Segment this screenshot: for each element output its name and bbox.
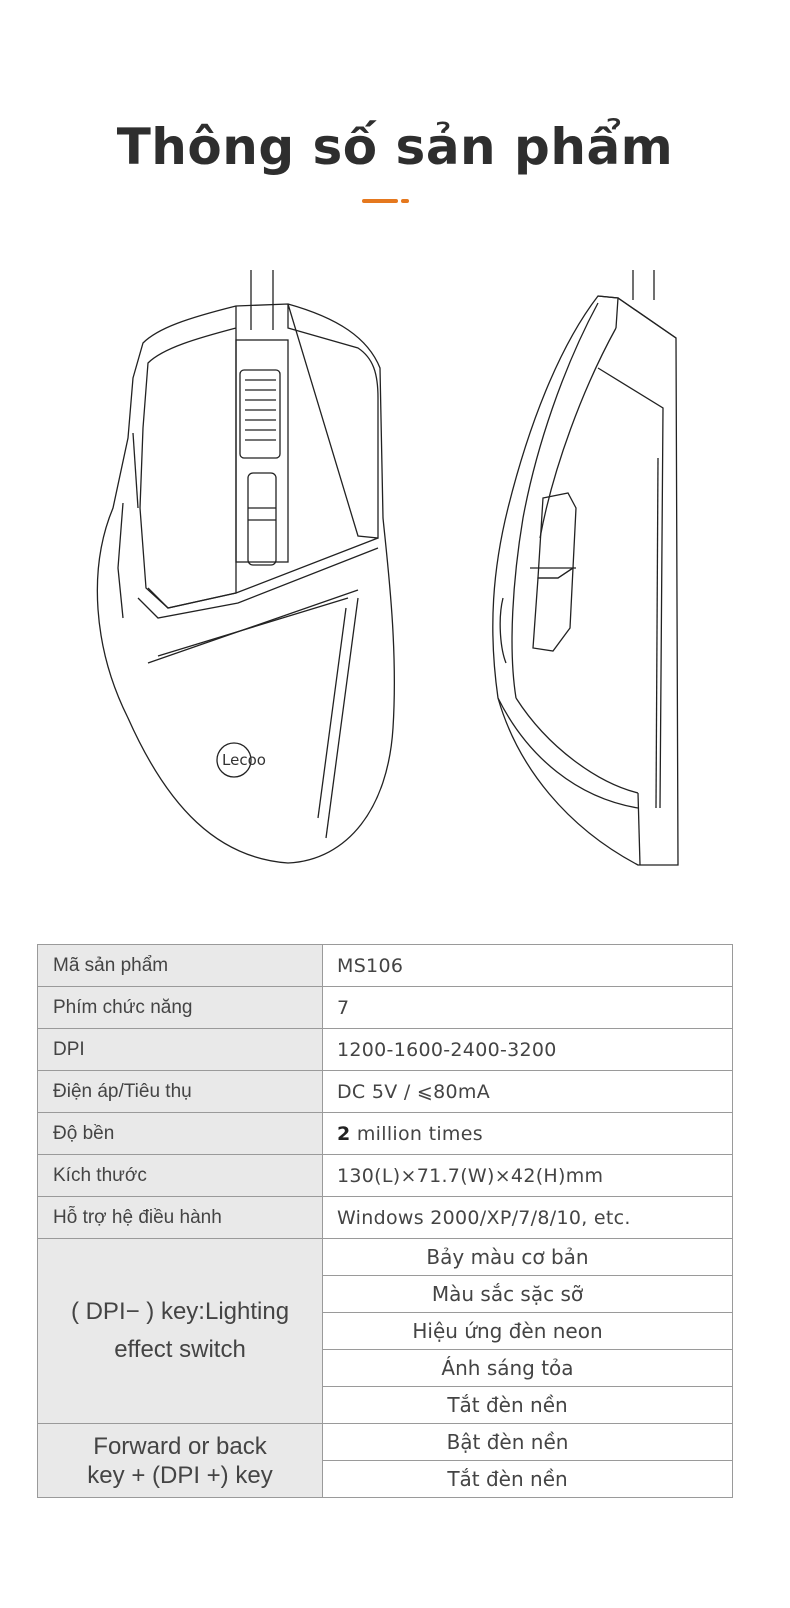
table-row [38,1197,733,1239]
lighting-effect: Tắt đèn nền [323,1387,733,1424]
spec-label: DPI [38,1029,323,1071]
spec-label: Kích thước [38,1155,323,1197]
table-row [38,1424,733,1461]
table-row [38,987,733,1029]
lighting-effect: Bảy màu cơ bản [323,1239,733,1276]
spec-value-bold: 2 [337,1122,351,1145]
lighting-effect: Hiệu ứng đèn neon [323,1313,733,1350]
spec-value: 1200-1600-2400-3200 [323,1029,733,1071]
backlight-option: Tắt đèn nền [323,1461,733,1498]
lighting-switch-label-line2: effect switch [114,1336,246,1363]
spec-label: Phím chức năng [38,987,323,1029]
page-title: Thông số sản phẩm [116,118,674,176]
backlight-switch-label-line1: Forward or back [93,1432,267,1460]
lecoo-logo: Lecoo [222,751,266,769]
mouse-top-view-illustration [88,268,408,868]
backlight-switch-label [38,1424,323,1498]
table-row [38,1113,733,1155]
lighting-switch-label-line1: ( DPI− ) key:Lighting [70,1298,290,1325]
spec-label: Điện áp/Tiêu thụ [38,1071,323,1113]
table-row [38,1155,733,1197]
title-accent-line [362,199,398,203]
spec-value-text: million times [350,1122,483,1145]
title-accent-dot [401,199,409,203]
spec-value: Windows 2000/XP/7/8/10, etc. [323,1197,733,1239]
spec-value: 7 [323,987,733,1029]
lighting-effect: Ánh sáng tỏa [323,1350,733,1387]
lighting-effect: Màu sắc sặc sỡ [323,1276,733,1313]
spec-table [37,944,733,1498]
mouse-side-view-illustration [488,268,688,868]
backlight-option: Bật đèn nền [323,1424,733,1461]
table-row [38,1239,733,1276]
spec-value: DC 5V / ⩽80mA [323,1071,733,1113]
spec-label: Mã sản phẩm [38,945,323,987]
spec-label: Hỗ trợ hệ điều hành [38,1197,323,1239]
spec-label: Độ bền [38,1113,323,1155]
lighting-switch-label [38,1239,323,1424]
table-row [38,1071,733,1113]
spec-value: 130(L)×71.7(W)×42(H)mm [323,1155,733,1197]
spec-value: MS106 [323,945,733,987]
table-row [38,1029,733,1071]
backlight-switch-label-line2: key + (DPI +) key [87,1461,273,1489]
spec-value [323,1113,733,1155]
table-row [38,945,733,987]
